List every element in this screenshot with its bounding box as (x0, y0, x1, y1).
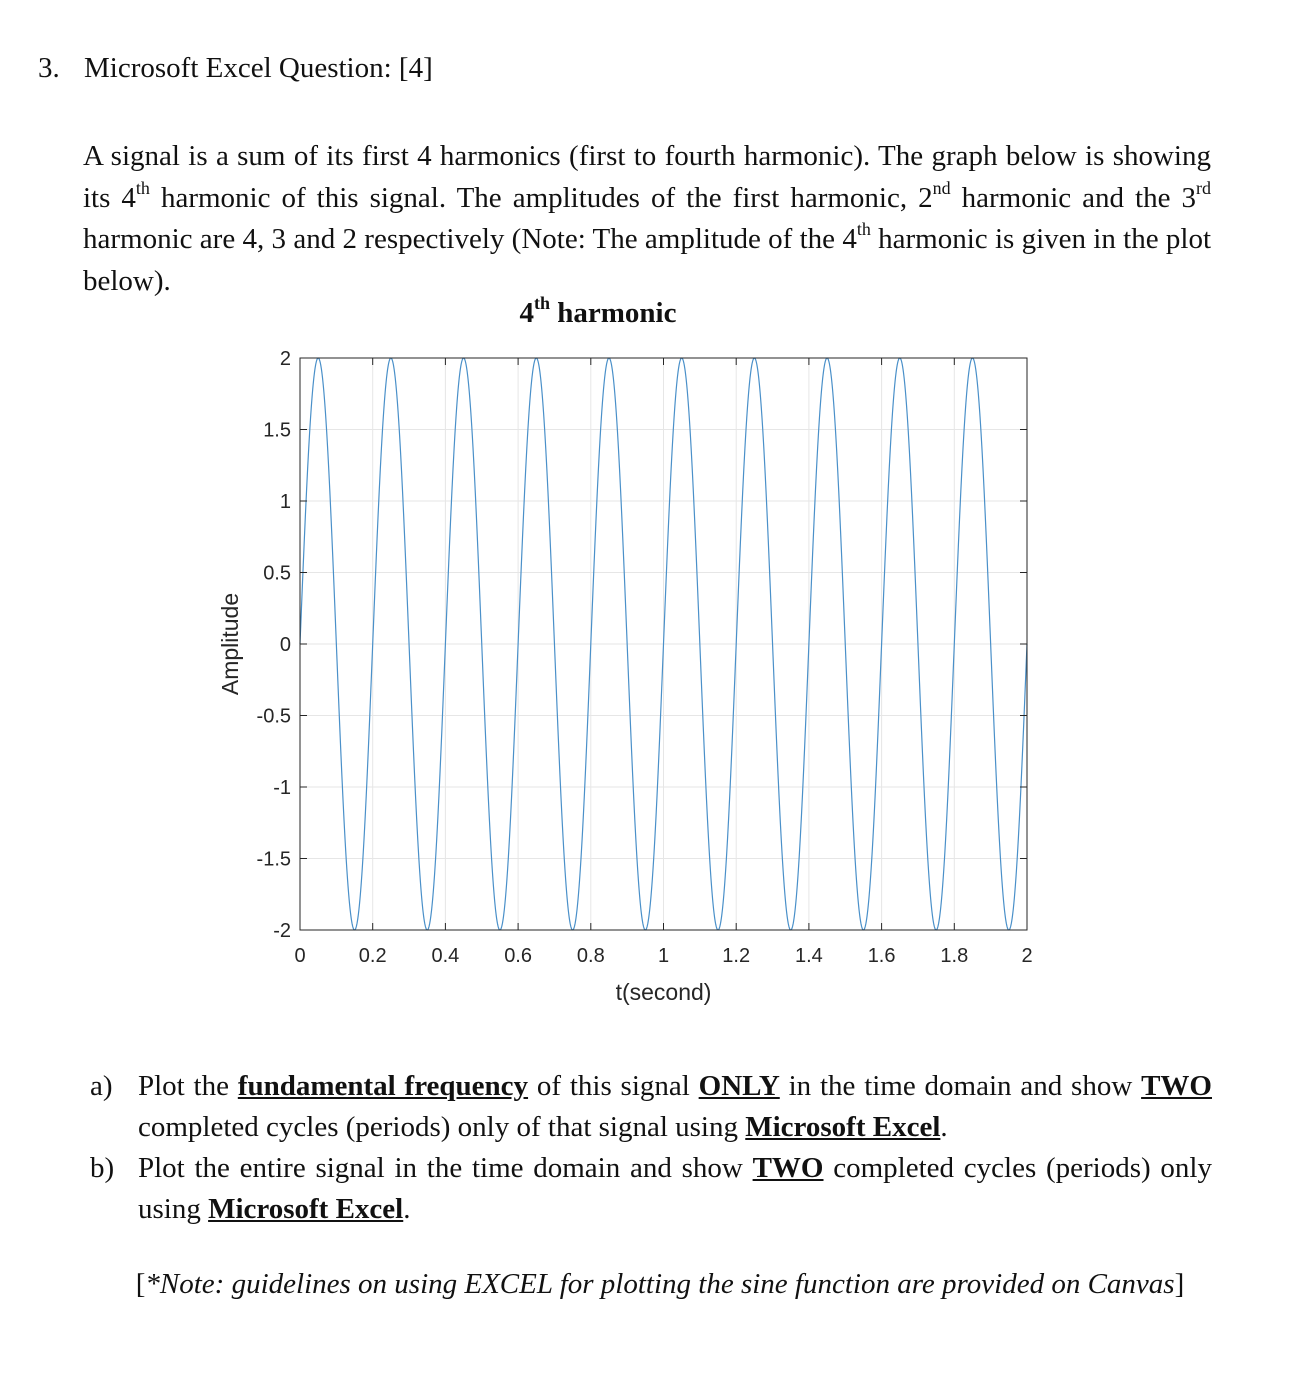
paragraph-part: harmonic are 4, 3 and 2 respectively (Note: The amplitude of the 4 (83, 223, 857, 255)
question-list (90, 1066, 1212, 1230)
paragraph-part: A signal is a sum of its first 4 harmonics (first to fourth harmonic). The graph below is showing its 4 (83, 140, 1211, 214)
y-tick-label: 0 (279, 634, 291, 656)
q-part: Plot the (138, 1070, 238, 1102)
x-tick-label: 1.2 (722, 945, 751, 967)
x-tick-label: 1.8 (940, 945, 969, 967)
x-tick-label: 0.2 (358, 945, 387, 967)
chart-title-number: 4 (519, 297, 534, 329)
y-tick-label: 1 (279, 491, 291, 513)
y-tick-label: -1.5 (256, 848, 291, 871)
question-item-b (90, 1148, 1212, 1230)
q-part-emphasis: Microsoft Excel (745, 1111, 941, 1143)
q-part-emphasis: fundamental frequency (237, 1070, 529, 1102)
x-tick-label: 0.4 (431, 945, 460, 967)
superscript: nd (932, 177, 951, 198)
harmonic-chart (205, 338, 1065, 1028)
x-tick-label: 0 (294, 945, 306, 967)
q-part: completed cycles (periods) only using (138, 1152, 1212, 1225)
q-part-emphasis: Microsoft Excel (208, 1193, 404, 1225)
chart-title (0, 293, 1196, 330)
question-heading (38, 52, 433, 85)
y-tick-label: -2 (273, 920, 291, 942)
note-bracket-close: ] (1174, 1268, 1185, 1300)
paragraph-part: harmonic of this signal. The amplitudes of the first harmonic, 2 (149, 181, 933, 214)
q-part-emphasis: ONLY (698, 1070, 780, 1102)
y-tick-label: 1.5 (263, 419, 291, 442)
question-label: b) (90, 1152, 115, 1184)
superscript: rd (1196, 177, 1211, 198)
x-tick-label: 1.4 (794, 945, 823, 967)
x-tick-label: 1 (657, 945, 670, 967)
note-text: *Note: guidelines on using EXCEL for plotting the sine function are provided on Canvas (145, 1268, 1175, 1300)
question-title: Microsoft Excel Question: [4] (84, 52, 433, 84)
paragraph-part: harmonic is given in the plot below). (83, 223, 1211, 297)
x-axis-label: t(second) (615, 979, 712, 1005)
superscript: th (856, 219, 871, 240)
question-paragraph (83, 136, 1211, 302)
q-part-emphasis: TWO (752, 1152, 824, 1184)
question-text (138, 1066, 1212, 1148)
q-part-emphasis: TWO (1141, 1070, 1212, 1102)
q-part: of this signal (528, 1070, 699, 1102)
x-tick-label: 0.8 (576, 945, 605, 967)
paragraph-part: harmonic and the 3 (950, 181, 1196, 214)
note-bracket-open: [ (135, 1268, 146, 1300)
superscript: th (135, 177, 150, 198)
question-item-a (90, 1066, 1212, 1148)
y-axis-label: Amplitude (217, 592, 243, 696)
x-tick-label: 2 (1021, 945, 1033, 967)
y-tick-label: 0.5 (263, 562, 291, 585)
q-part: completed cycles (periods) only of that signal using (138, 1111, 746, 1143)
x-tick-label: 1.6 (867, 945, 896, 967)
question-label: a) (90, 1070, 113, 1102)
chart-title-sup: th (534, 293, 551, 314)
y-tick-label: -1 (273, 777, 291, 799)
y-tick-label: 2 (279, 348, 291, 370)
q-part: Plot the entire signal in the time domain and show (138, 1152, 753, 1184)
question-text (138, 1148, 1212, 1230)
y-tick-label: -0.5 (256, 705, 291, 728)
canvas-note (0, 1268, 1292, 1301)
q-part: . (403, 1193, 411, 1225)
q-part: in the time domain and show (779, 1070, 1142, 1102)
chart-title-text: harmonic (550, 297, 677, 329)
question-number: 3. (38, 52, 60, 84)
x-tick-label: 0.6 (504, 945, 533, 967)
paragraph-text (83, 136, 1211, 302)
q-part: . (940, 1111, 948, 1143)
